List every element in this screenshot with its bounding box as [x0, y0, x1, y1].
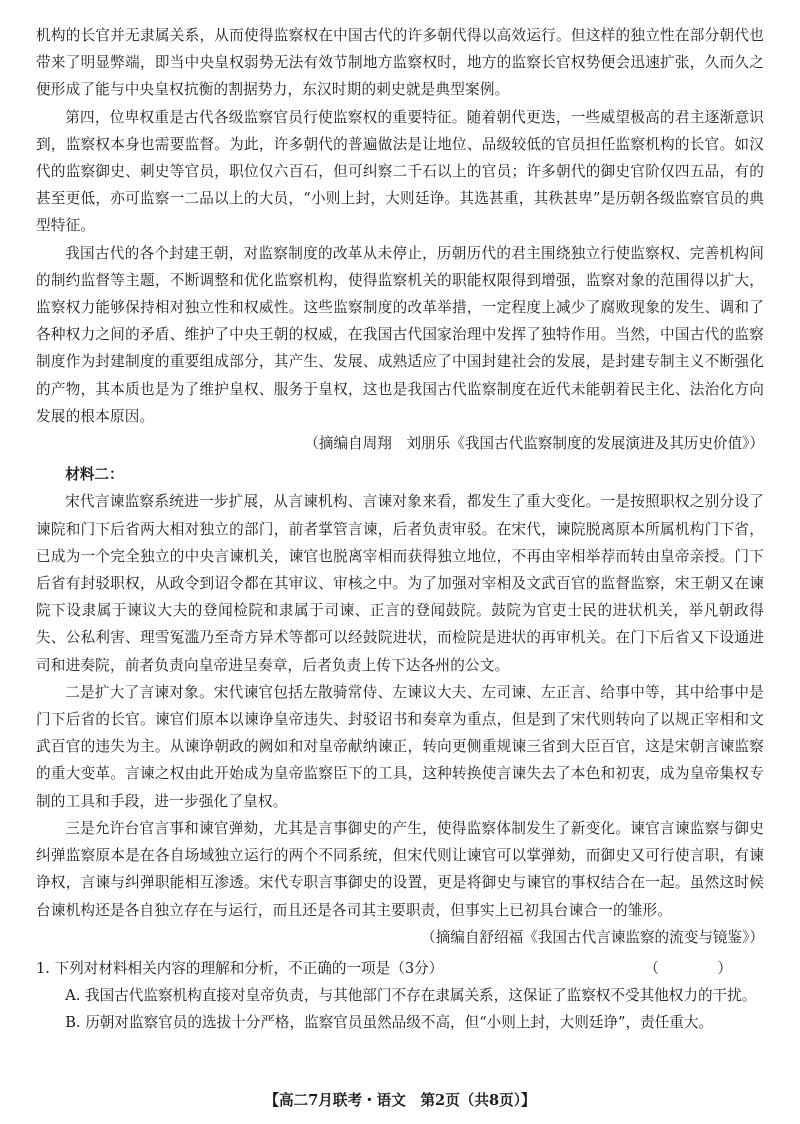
paragraph-song-expansion: 宋代言谏监察系统进一步扩展，从言谏机构、言谏对象来看，都发生了重大变化。一是按照职权之别分设了谏院和门下后省两大相对独立的部门，前者掌管言谏，后者负责审驳。在宋代，谏院脱离原本所属机构门下省，已成为一个完全独立的中央言谏机关，谏官也脱离宰相而获得独立地位，不再由宰相举荐而转由皇帝亲授。门下后省有封驳职权，从政令到诏令都在其审议、审核之中。为了加强对宰相及文武百官的监督监察，宋王朝又在谏院下设隶属于谏议大夫的登闻检院和隶属于司谏、正言的登闻鼓院。鼓院为官吏士民的进状机关，举凡朝政得失、公私利害、理雪冤滥乃至奇方异术等都可以经鼓院进状，而检院是进状的再审机关。在门下后省又下设通进司和进奏院，前者负责向皇帝进呈奏章，后者负责上传下达各州的公文。	[36, 493, 764, 674]
option-b[interactable]: B. 历朝对监察官员的选拔十分严格，监察官员虽然品级不高，但“小则上封，大则廷诤”，责任重大。	[65, 1014, 714, 1032]
paragraph-censor-remonstrance: 三是允许台官言事和谏官弹劾，尤其是言事御史的产生，使得监察体制发生了新变化。谏官言谏监察与御史纠弹监察原本是在各自场域独立运行的两个不同系统，但宋代则让谏官可以掌弹劾，而御史又可行使言职，有谏诤权，言谏与纠弹职能相互渗透。宋代专职言事御史的设置，更是将御史与谏官的事权结合在一起。虽然这时候台谏机构还是各自独立存在与运行，而且还是各司其主要职责，但事实上已初具台谏合一的雏形。	[36, 819, 764, 919]
source-citation-1: （摘编自周翔 刘朋乐《我国古代监察制度的发展演进及其历史价值》）	[304, 435, 764, 453]
page-footer: 【高二7月联考・语文 第2页（共8页）】	[264, 1092, 536, 1109]
paragraph-reform-summary: 我国古代的各个封建王朝，对监察制度的改革从未停止，历朝历代的君主围绕独立行使监察权、完善机构间的制约监督等主题，不断调整和优化监察机构，使得监察机关的职能权限得到增强，监察对象的范围得以扩大，监察权力能够保持相对独立性和权威性。这些监察制度的改革举措，一定程度上减少了腐败现象的发生、调和了各种权力之间的矛盾、维护了中央王朝的权威，在我国古代国家治理中发挥了独特作用。当然，中国古代的监察制度作为封建制度的重要组成部分，其产生、发展、成熟适应了中国封建社会的发展，是封建专制主义不断强化的产物，其本质也是为了维护皇权、服务于皇权，这也是我国古代监察制度在近代未能朝着民主化、法治化方向发展的根本原因。	[36, 244, 764, 425]
paragraph-remonstrance-targets: 二是扩大了言谏对象。宋代谏官包括左散骑常侍、左谏议大夫、左司谏、左正言、给事中等，其中给事中是门下后省的长官。谏官们原本以谏诤皇帝违失、封驳诏书和奏章为重点，但是到了宋代则转向了以规正宰相和文武百官的违失为主。从谏诤朝政的阙如和对皇帝献纳谏正，转向更侧重规谏三省到大臣百官，这是宋朝言谏监察的重大变革。言谏之权由此开始成为皇帝监察臣下的工具，这种转换使言谏失去了本色和初衷，成为皇帝集权专制的工具和手段，进一步强化了皇权。	[36, 683, 764, 810]
source-citation-2: （摘编自舒绍福《我国古代言谏监察的流变与镜鉴》）	[421, 928, 764, 946]
question-1	[36, 955, 764, 982]
paragraph-continued: 机构的长官并无隶属关系，从而使得监察权在中国古代的许多朝代得以高效运行。但这样的独立性在部分朝代也带来了明显弊端，即当中央皇权弱势无法有效节制地方监察权时，地方的监察长官权势便会迅速扩张，久而久之便形成了能与中央皇权抗衡的割据势力，东汉时期的刺史就是典型案例。	[36, 27, 764, 99]
question-stem: 1. 下列对材料相关内容的理解和分析，不正确的一项是（3分）	[36, 959, 444, 977]
paragraph-fourth-feature: 第四，位卑权重是古代各级监察官员行使监察权的重要特征。随着朝代更迭，一些威望极高的君主逐渐意识到，监察权本身也需要监督。为此，许多朝代的普遍做法是让地位、品级较低的官员担任监察机构的长官。如汉代的监察御史、刺史等官员，职位仅六百石，但可纠察二千石以上的官员；许多朝代的御史官阶仅四五品，有的甚至更低，亦可监察一二品以上的大员，“小则上封，大则廷诤。其选甚重，其秩甚卑”是历朝各级监察官员的典型特征。	[36, 108, 764, 235]
material-two-heading: 材料二：	[65, 466, 124, 484]
answer-bracket[interactable]: （ ）	[644, 959, 754, 977]
option-a[interactable]: A. 我国古代监察机构直接对皇帝负责，与其他部门不存在隶属关系，这保证了监察权不受其他权力的干扰。	[65, 987, 757, 1005]
